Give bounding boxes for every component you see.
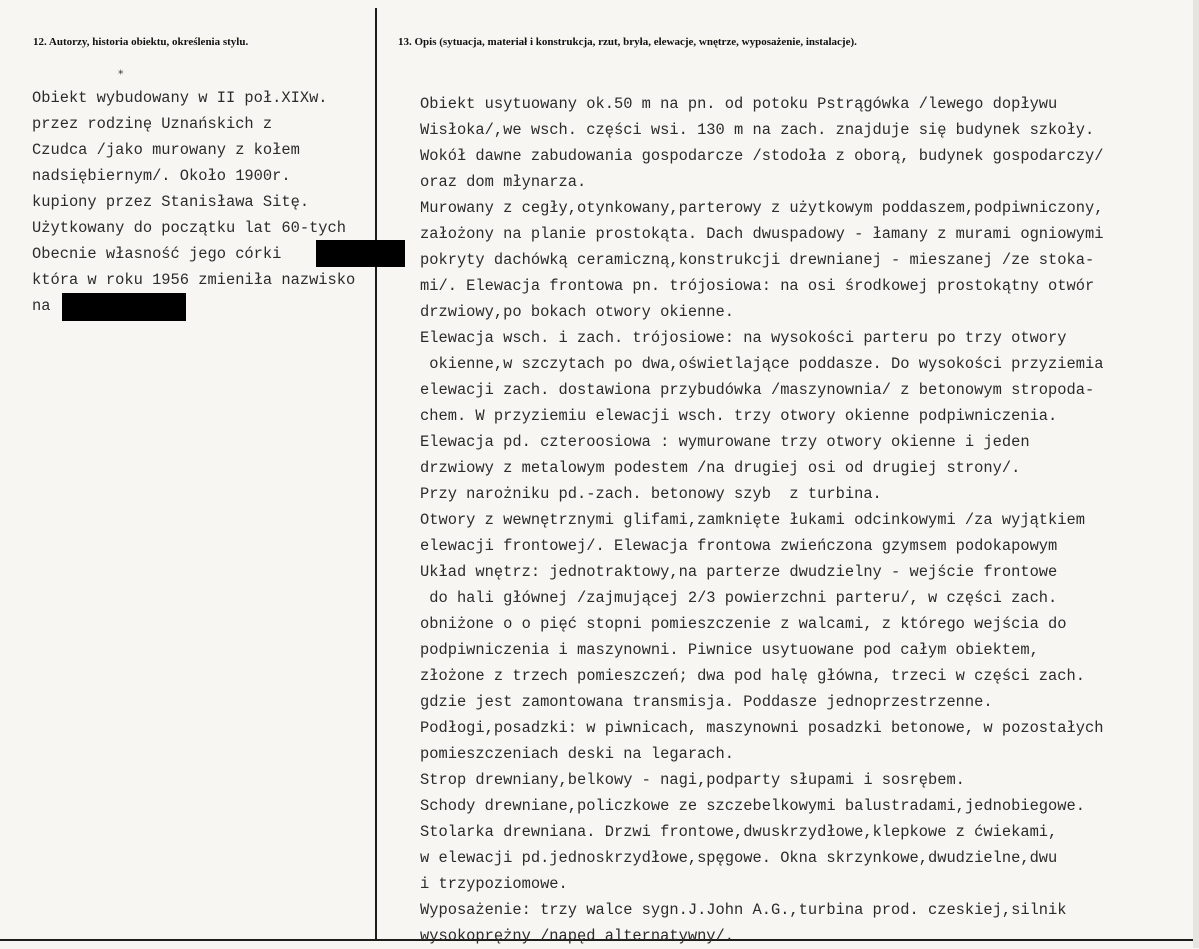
description-line: obniżone o o pięć stopni pomieszczenie z walcami, z którego wejścia do xyxy=(420,615,1067,633)
description-line: i trzypoziomowe. xyxy=(420,875,568,893)
ink-smudge: ⁎ xyxy=(118,66,124,78)
description-text xyxy=(420,91,1103,949)
description-line: Podłogi,posadzki: w piwnicach, maszynowni posadzki betonowe, w pozostałych xyxy=(420,719,1104,737)
history-line: nadsiębiernym/. Około 1900r. xyxy=(32,167,291,185)
description-line: do hali głównej /zajmującej 2/3 powierzchni parteru/, w części zach. xyxy=(420,589,1058,607)
redaction-bar xyxy=(62,293,186,321)
description-line: drzwiowy,po bokach otwory okienne. xyxy=(420,303,735,321)
column-divider xyxy=(375,8,377,940)
description-line: Układ wnętrz: jednotraktowy,na parterze dwudzielny - wejście frontowe xyxy=(420,563,1058,581)
redaction-bar xyxy=(316,240,405,267)
description-line: mi/. Elewacja frontowa pn. trójosiowa: na osi środkowej prostokątny otwór xyxy=(420,277,1095,295)
description-line: podpiwniczenia i maszynowni. Piwnice usytuowane pod całym obiektem, xyxy=(420,641,1039,659)
description-line: Wokół dawne zabudowania gospodarcze /stodoła z oborą, budynek gospodarczy/ xyxy=(420,147,1104,165)
description-line: drzwiowy z metalowym podestem /na drugiej osi od drugiej strony/. xyxy=(420,459,1021,477)
description-line: Stolarka drewniana. Drzwi frontowe,dwuskrzydłowe,klepkowe z ćwiekami, xyxy=(420,823,1058,841)
history-line: która w roku 1956 zmieniła nazwisko xyxy=(32,271,356,289)
history-line: Obiekt wybudowany w II poł.XIXw. xyxy=(32,89,328,107)
history-line: Obecnie własność jego córki xyxy=(32,245,282,263)
history-line: Użytkowany do początku lat 60-tych xyxy=(32,219,347,237)
description-line: okienne,w szczytach po dwa,oświetlające poddasze. Do wysokości przyziemia xyxy=(420,355,1104,373)
description-line: złożone z trzech pomieszczeń; dwa pod halę główna, trzeci w części zach. xyxy=(420,667,1085,685)
history-line: Czudca /jako murowany z kołem xyxy=(32,141,300,159)
description-line: pokryty dachówką ceramiczną,konstrukcji drewnianej - mieszanej /ze stoka- xyxy=(420,251,1095,269)
description-line: elewacji frontowej/. Elewacja frontowa zwieńczona gzymsem podokapowym xyxy=(420,537,1058,555)
page-edge xyxy=(1193,0,1199,948)
history-line: kupiony przez Stanisława Sitę. xyxy=(32,193,310,211)
description-line: Obiekt usytuowany ok.50 m na pn. od potoku Pstrągówka /lewego dopływu xyxy=(420,95,1058,113)
section-13-number: 13. Opis xyxy=(398,36,437,48)
history-line: na xyxy=(32,297,51,315)
description-line: Murowany z cegły,otynkowany,parterowy z użytkowym poddaszem,podpiwniczony, xyxy=(420,199,1104,217)
description-line: Otwory z wewnętrznymi glifami,zamknięte łukami odcinkowymi /za wyjątkiem xyxy=(420,511,1085,529)
section-13-heading xyxy=(398,36,857,48)
description-line: Wisłoka/,we wsch. części wsi. 130 m na zach. znajduje się budynek szkoły. xyxy=(420,121,1095,139)
description-line: elewacji zach. dostawiona przybudówka /maszynownia/ z betonowym stropoda- xyxy=(420,381,1095,399)
description-line: założony na planie prostokąta. Dach dwuspadowy - łamany z murami ogniowymi xyxy=(420,225,1104,243)
description-line: pomieszczeniach deski na legarach. xyxy=(420,745,735,763)
description-line: Schody drewniane,policzkowe ze szczebelkowymi balustradami,jednobiegowe. xyxy=(420,797,1085,815)
description-line: Wyposażenie: trzy walce sygn.J.John A.G.,turbina prod. czeskiej,silnik xyxy=(420,901,1067,919)
description-line: Elewacja wsch. i zach. trójosiowe: na wysokości parteru po trzy otwory xyxy=(420,329,1067,347)
description-line: Elewacja pd. czteroosiowa : wymurowane trzy otwory okienne i jeden xyxy=(420,433,1030,451)
description-line: gdzie jest zamontowana transmisja. Poddasze jednoprzestrzenne. xyxy=(420,693,993,711)
section-12-heading: 12. Autorzy, historia obiektu, określenia stylu. xyxy=(33,36,249,48)
description-line: Strop drewniany,belkowy - nagi,podparty słupami i sosrębem. xyxy=(420,771,965,789)
description-line: wysokoprężny /napęd alternatywny/. xyxy=(420,927,735,945)
section-13-detail: (sytuacja, materiał i konstrukcja, rzut, bryła, elewacje, wnętrze, wyposażenie, instalacje). xyxy=(439,36,857,48)
history-text xyxy=(32,85,355,319)
description-line: oraz dom młynarza. xyxy=(420,173,587,191)
description-line: chem. W przyziemiu elewacji wsch. trzy otwory okienne podpiwniczenia. xyxy=(420,407,1058,425)
description-line: w elewacji pd.jednoskrzydłowe,spęgowe. Okna skrzynkowe,dwudzielne,dwu xyxy=(420,849,1058,867)
description-line: Przy narożniku pd.-zach. betonowy szyb z turbina. xyxy=(420,485,882,503)
history-line: przez rodzinę Uznańskich z xyxy=(32,115,273,133)
